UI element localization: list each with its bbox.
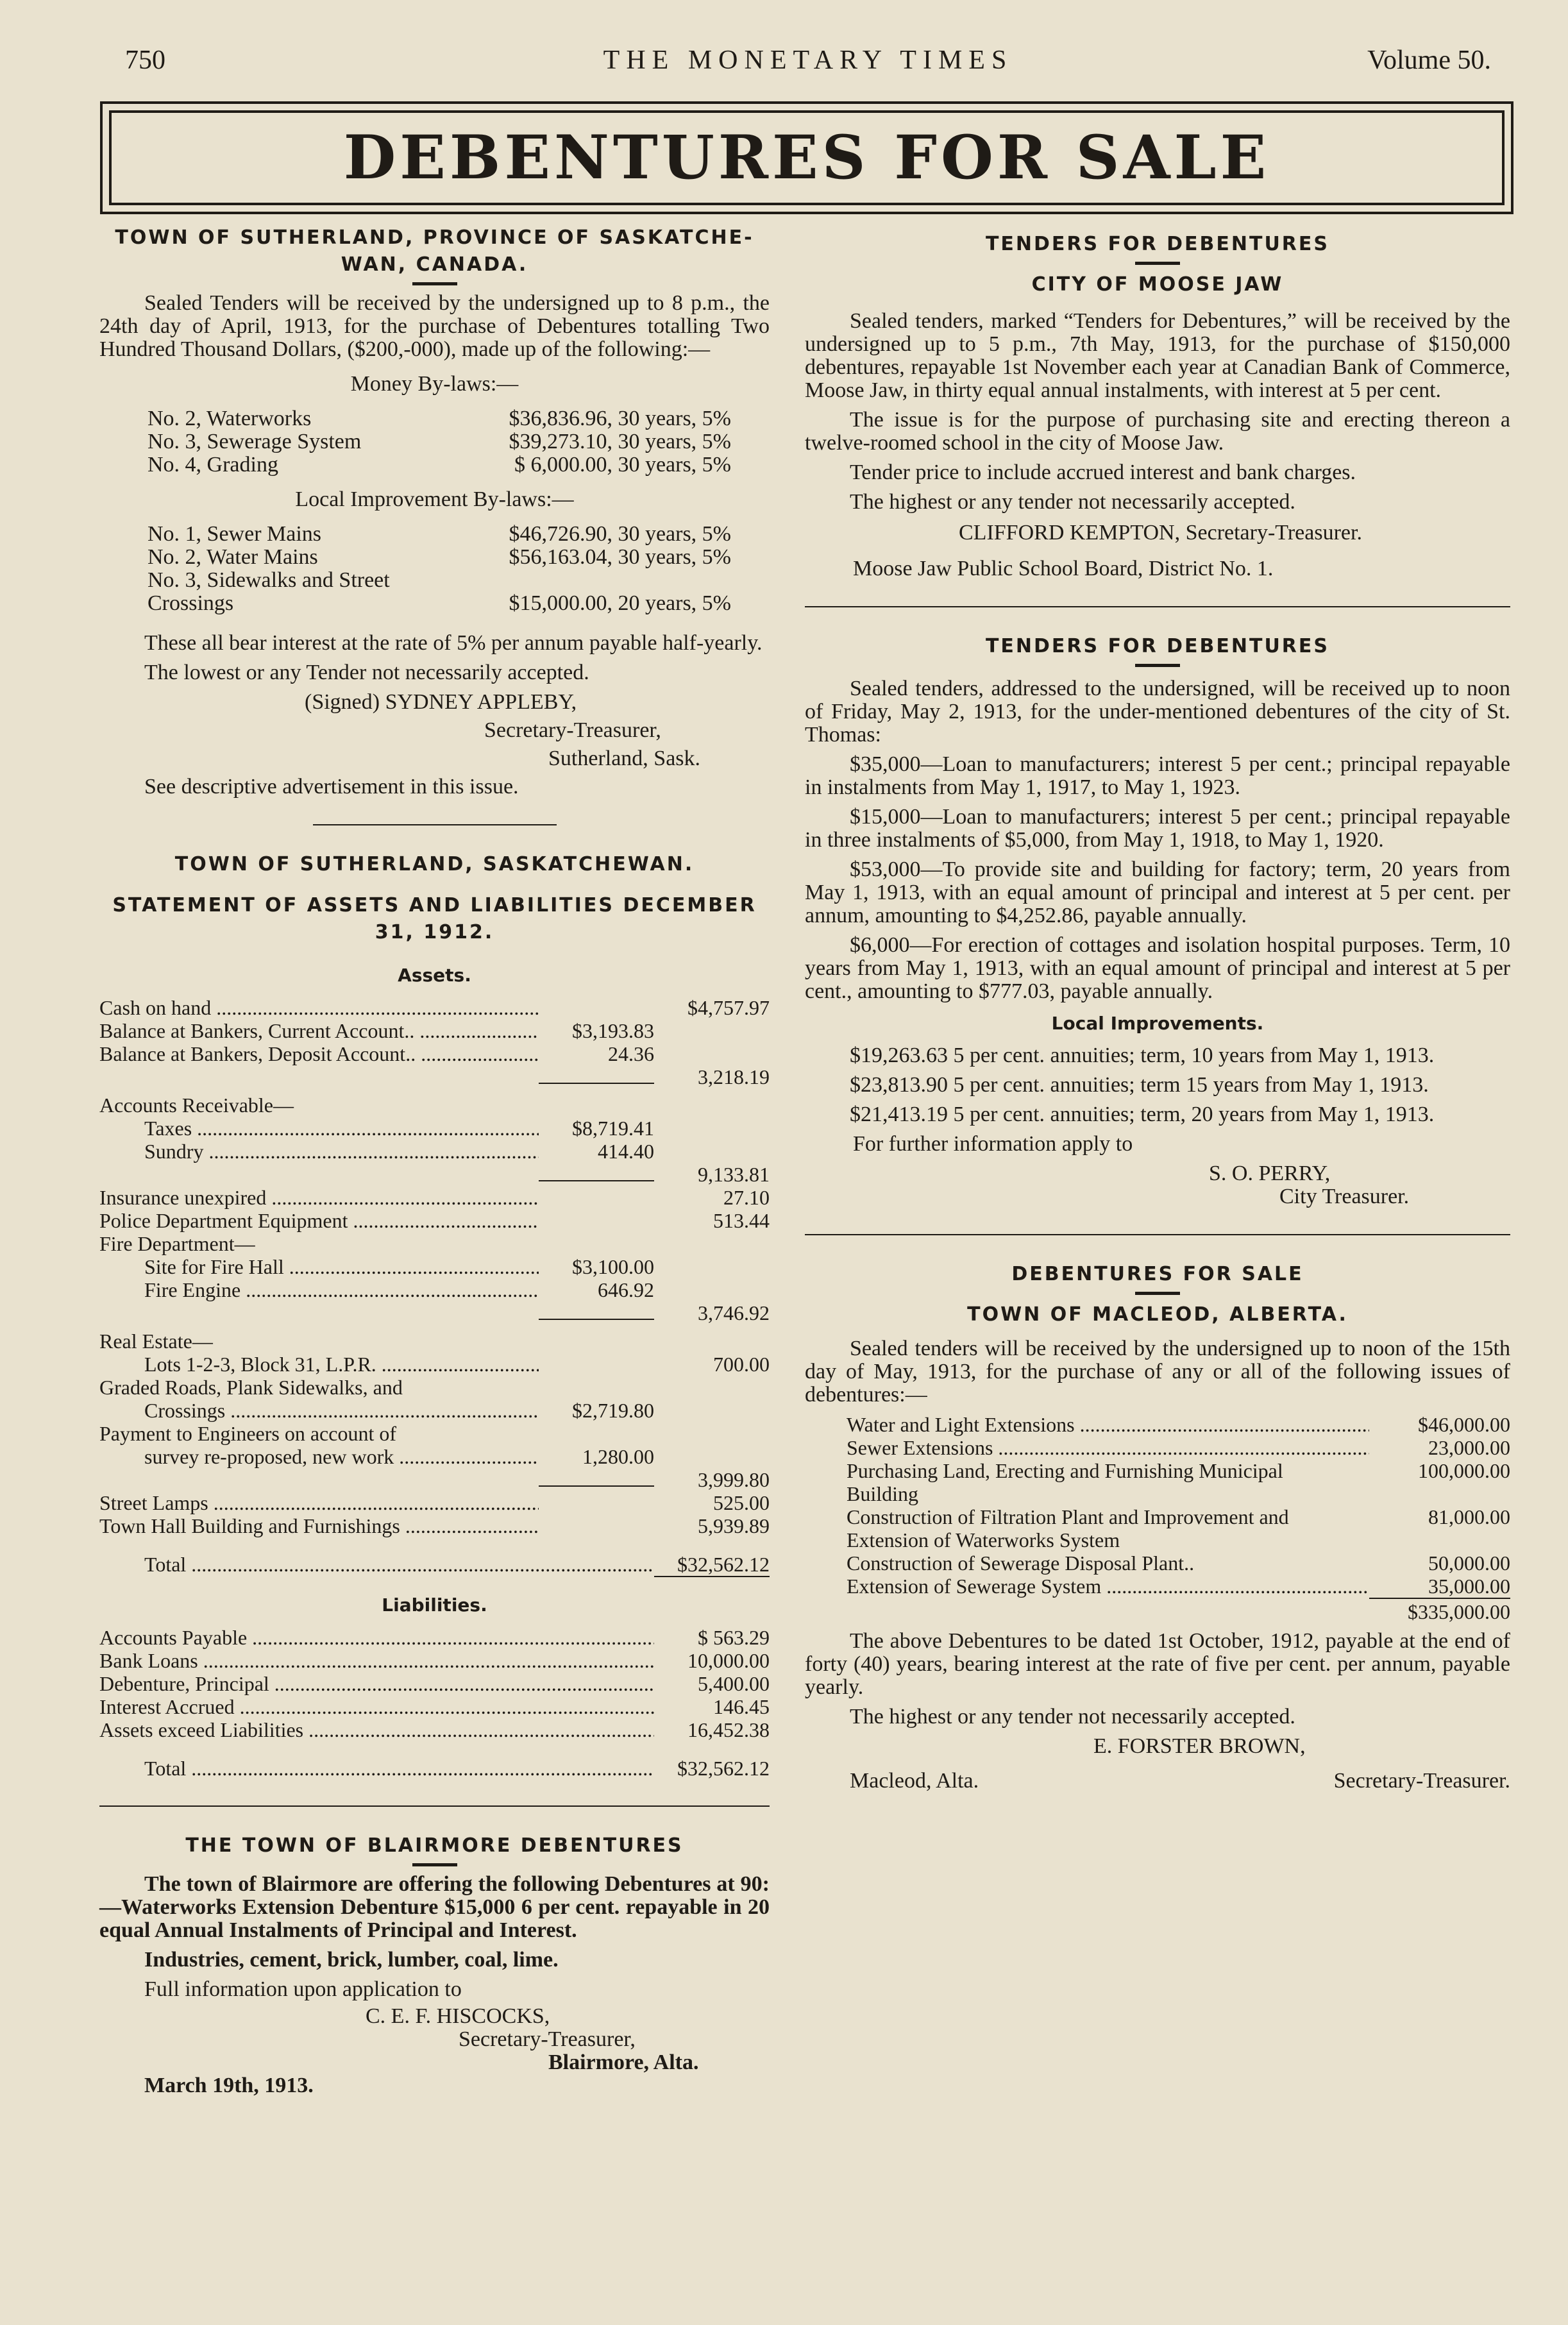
sutherland-tender <box>99 224 770 799</box>
divider <box>313 824 557 825</box>
section-subtitle: CITY OF MOOSE JAW <box>1031 273 1284 296</box>
signature-place: Blairmore, Alta. <box>548 2050 699 2074</box>
group-label: Graded Roads, Plank Sidewalks, and <box>99 1376 403 1399</box>
signature-role: Secretary-Treasurer, <box>484 718 661 742</box>
list-item: No. 3, Sewerage System $39,273.10, 30 years, 5% <box>148 430 731 453</box>
table-row: Town Hall Building and Furnishings ..... 5,939.89 <box>99 1514 770 1537</box>
section-subtitle: STATEMENT OF ASSETS AND LIABILITIES DECEMBER 31, 1912. <box>112 894 757 943</box>
banner <box>109 110 1505 205</box>
list-item: No. 1, Sewer Mains $46,726.90, 30 years, 5% <box>148 522 731 546</box>
signature-role: City Treasurer. <box>1279 1185 1410 1208</box>
section-title: TOWN OF SUTHERLAND, PROVINCE OF SASKATCHE-WAN, CANADA. <box>115 226 754 276</box>
group-label: Fire Department— <box>99 1232 255 1255</box>
list-item: No. 3, Sidewalks and Street Crossings $15,000.00, 20 years, 5% <box>148 568 731 615</box>
list-item: No. 4, Grading $ 6,000.00, 30 years, 5% <box>148 453 731 477</box>
signature: E. FORSTER BROWN, <box>1093 1734 1306 1758</box>
blairmore <box>99 1832 770 2097</box>
table-row: 3,746.92 <box>99 1301 770 1324</box>
table-row: Debenture, Principal ..... 5,400.00 <box>99 1672 770 1695</box>
table-row: 3,218.19 <box>99 1065 770 1088</box>
divider <box>99 1805 770 1807</box>
paragraph: For further information apply to <box>853 1132 1133 1156</box>
list-item: $21,413.19 5 per cent. annuities; term, 20 years from May 1, 1913. <box>850 1103 1435 1126</box>
paragraph: The issue is for the purpose of purchasing site and erecting thereon a twelve-roomed school in the city of Moose Jaw. <box>805 408 1510 455</box>
table-row: 9,133.81 <box>99 1163 770 1186</box>
banner-title: DEBENTURES FOR SALE <box>343 123 1270 193</box>
signature-place: Sutherland, Sask. <box>548 747 701 770</box>
divider <box>1135 262 1180 265</box>
section-title: DEBENTURES FOR SALE <box>1011 1263 1304 1285</box>
underline <box>99 1576 770 1578</box>
group-label: Real Estate— <box>99 1330 213 1353</box>
table-row: Construction of Sewerage Disposal Plant.. 50,000.00 <box>847 1551 1510 1575</box>
table-row: 3,999.80 <box>99 1468 770 1491</box>
statement <box>99 851 770 1780</box>
signature: C. E. F. HISCOCKS, <box>366 2004 550 2028</box>
paragraph: Sealed tenders, addressed to the undersigned, will be received up to noon of Friday, May 2, 1913, for the under-mentioned debentures of the city of St. Thomas: <box>805 677 1510 747</box>
table-row: Sewer Extensions ..... 23,000.00 <box>805 1436 1510 1459</box>
signature: CLIFFORD KEMPTON, Secretary-Treasurer. <box>959 521 1362 545</box>
table-row: Assets exceed Liabilities ..... 16,452.38 <box>99 1718 770 1741</box>
list-item: $19,263.63 5 per cent. annuities; term, 10 years from May 1, 1913. <box>850 1044 1435 1067</box>
local-improvements-heading: Local Improvements. <box>1051 1013 1264 1034</box>
liabilities-heading: Liabilities. <box>382 1594 487 1616</box>
table-row: Cash on hand ..... $4,757.97 <box>99 996 770 1019</box>
signature-role: Secretary-Treasurer. <box>1333 1769 1510 1793</box>
list-item: $23,813.90 5 per cent. annuities; term 15 years from May 1, 1913. <box>850 1073 1429 1097</box>
moosejaw-tender <box>805 231 1510 580</box>
volume-label: Volume 50. <box>1367 46 1491 75</box>
signature: (Signed) SYDNEY APPLEBY, <box>305 690 577 714</box>
paragraph: The lowest or any Tender not necessarily accepted. <box>144 661 589 684</box>
section-title: THE TOWN OF BLAIRMORE DEBENTURES <box>185 1834 684 1857</box>
paragraph: Industries, cement, brick, lumber, coal, lime. <box>144 1948 559 1972</box>
paragraph: The town of Blairmore are offering the following Debentures at 90:—Waterworks Extension Debenture $15,000 6 per cent. repayable in 20 equal Annual Instalments of Principal and Interest. <box>99 1872 770 1942</box>
table-row: Balance at Bankers, Current Account.. ..... $3,193.83 <box>99 1019 770 1042</box>
signature-place: Moose Jaw Public School Board, District No. 1. <box>853 557 1274 580</box>
paragraph: These all bear interest at the rate of 5% per annum payable half-yearly. <box>144 631 763 655</box>
signature-place: Macleod, Alta. <box>850 1769 979 1793</box>
assets-heading: Assets. <box>398 965 471 986</box>
table-row: Insurance unexpired ..... 27.10 <box>99 1186 770 1209</box>
table-row: Balance at Bankers, Deposit Account.. ..... 24.36 <box>99 1042 770 1065</box>
running-head <box>125 45 1491 83</box>
publication-title: THE MONETARY TIMES <box>603 46 1013 75</box>
table-row: Site for Fire Hall ..... $3,100.00 <box>99 1255 770 1278</box>
paragraph: Full information upon application to <box>144 1977 462 2001</box>
group-label: Payment to Engineers on account of <box>99 1422 396 1445</box>
list-heading: Money By-laws:— <box>350 372 519 396</box>
paragraph: Sealed tenders will be received by the undersigned up to noon of the 15th day of May, 1913, for the purchase of any or all of the following issues of debentures:— <box>805 1337 1510 1407</box>
table-row: Fire Engine ..... 646.92 <box>99 1278 770 1301</box>
paragraph: Sealed Tenders will be received by the undersigned up to 8 p.m., the 24th day of April, 1913, for the purchase of Debentures totalling Two Hundred Thousand Dollars, ($200,-000), made up of the following:— <box>99 291 770 361</box>
table-row: Bank Loans ..... 10,000.00 <box>99 1649 770 1672</box>
note: See descriptive advertisement in this issue. <box>144 775 519 799</box>
page-number: 750 <box>125 46 165 75</box>
macleod-tender <box>805 1261 1510 1793</box>
paragraph: Tender price to include accrued interest and bank charges. <box>850 461 1356 484</box>
table-row: survey re-proposed, new work ..... 1,280.00 <box>99 1445 770 1468</box>
table-row: Construction of Filtration Plant and Improvement and Extension of Waterworks System 81,000.00 <box>847 1505 1510 1551</box>
divider <box>805 606 1510 607</box>
signature-role: Secretary-Treasurer, <box>459 2027 636 2051</box>
signature-footer <box>805 1770 1510 1793</box>
paragraph: The above Debentures to be dated 1st October, 1912, payable at the end of forty (40) years, bearing interest at the rate of five per cent. per annum, payable yearly. <box>805 1629 1510 1699</box>
section-title: TOWN OF SUTHERLAND, SASKATCHEWAN. <box>174 853 695 875</box>
paragraph: Sealed tenders, marked “Tenders for Debentures,” will be received by the undersigned up to 5 p.m., 7th May, 1913, for the purchase of $150,000 debentures, repayable 1st November each year at Canadian Bank of Commerce, Moose Jaw, in thirty equal annual instalments, with interest at 5 per cent. <box>805 309 1510 402</box>
list-item: $6,000—For erection of cottages and isolation hospital purposes. Term, 10 years from May 1, 1913, with an equal amount of principal and interest at 5 per cent., amounting to $777.03, payable annually. <box>805 933 1510 1003</box>
table-row: Lots 1-2-3, Block 31, L.P.R. ..... 700.00 <box>99 1353 770 1376</box>
date: March 19th, 1913. <box>144 2074 314 2097</box>
divider <box>412 1863 457 1866</box>
table-row: Interest Accrued ..... 146.45 <box>99 1695 770 1718</box>
paragraph: The highest or any tender not necessarily accepted. <box>850 490 1295 514</box>
section-title: TENDERS FOR DEBENTURES <box>985 233 1330 255</box>
table-row: Crossings ..... $2,719.80 <box>99 1399 770 1422</box>
list-item: No. 2, Water Mains $56,163.04, 30 years, 5% <box>148 545 731 569</box>
section-subtitle: TOWN OF MACLEOD, ALBERTA. <box>967 1303 1348 1326</box>
group-label: Accounts Receivable— <box>99 1094 294 1117</box>
table-row: Police Department Equipment ..... 513.44 <box>99 1209 770 1232</box>
table-row: Street Lamps ..... 525.00 <box>99 1491 770 1514</box>
divider <box>412 282 457 285</box>
table-row: Accounts Payable ..... $ 563.29 <box>99 1626 770 1649</box>
divider <box>1135 1292 1180 1295</box>
table-row: Water and Light Extensions ..... $46,000.00 <box>805 1413 1510 1436</box>
table-row: Extension of Sewerage System ..... 35,000.00 <box>805 1575 1510 1598</box>
table-row: Taxes ..... $8,719.41 <box>99 1117 770 1140</box>
divider <box>1135 664 1180 667</box>
list-item: $15,000—Loan to manufacturers; interest 5 per cent.; principal repayable in three instalments of $5,000, from May 1, 1918, to May 1, 1920. <box>805 805 1510 852</box>
total-row: Total ..... $32,562.12 <box>99 1553 770 1576</box>
list-heading: Local Improvement By-laws:— <box>295 487 574 511</box>
divider <box>805 1234 1510 1235</box>
section-title: TENDERS FOR DEBENTURES <box>985 635 1330 657</box>
signature: S. O. PERRY, <box>1209 1162 1331 1185</box>
right-column <box>805 224 1510 1793</box>
paragraph: The highest or any tender not necessarily accepted. <box>850 1705 1295 1729</box>
list-item: No. 2, Waterworks $36,836.96, 30 years, 5% <box>148 407 731 430</box>
list-item: $35,000—Loan to manufacturers; interest 5 per cent.; principal repayable in instalments from May 1, 1917, to May 1, 1923. <box>805 752 1510 799</box>
table-row: Sundry ..... 414.40 <box>99 1140 770 1163</box>
total-amount: $335,000.00 <box>1408 1600 1510 1623</box>
table-row: Purchasing Land, Erecting and Furnishing Municipal Building 100,000.00 <box>847 1459 1510 1505</box>
list-item: $53,000—To provide site and building for factory; term, 20 years from May 1, 1913, with an equal amount of principal and interest at 5 per cent. per annum, amounting to $4,252.86, payable annually. <box>805 858 1510 927</box>
left-column <box>99 224 770 2097</box>
stthomas-tender <box>805 633 1510 1208</box>
total-row: Total ..... $32,562.12 <box>99 1757 770 1780</box>
